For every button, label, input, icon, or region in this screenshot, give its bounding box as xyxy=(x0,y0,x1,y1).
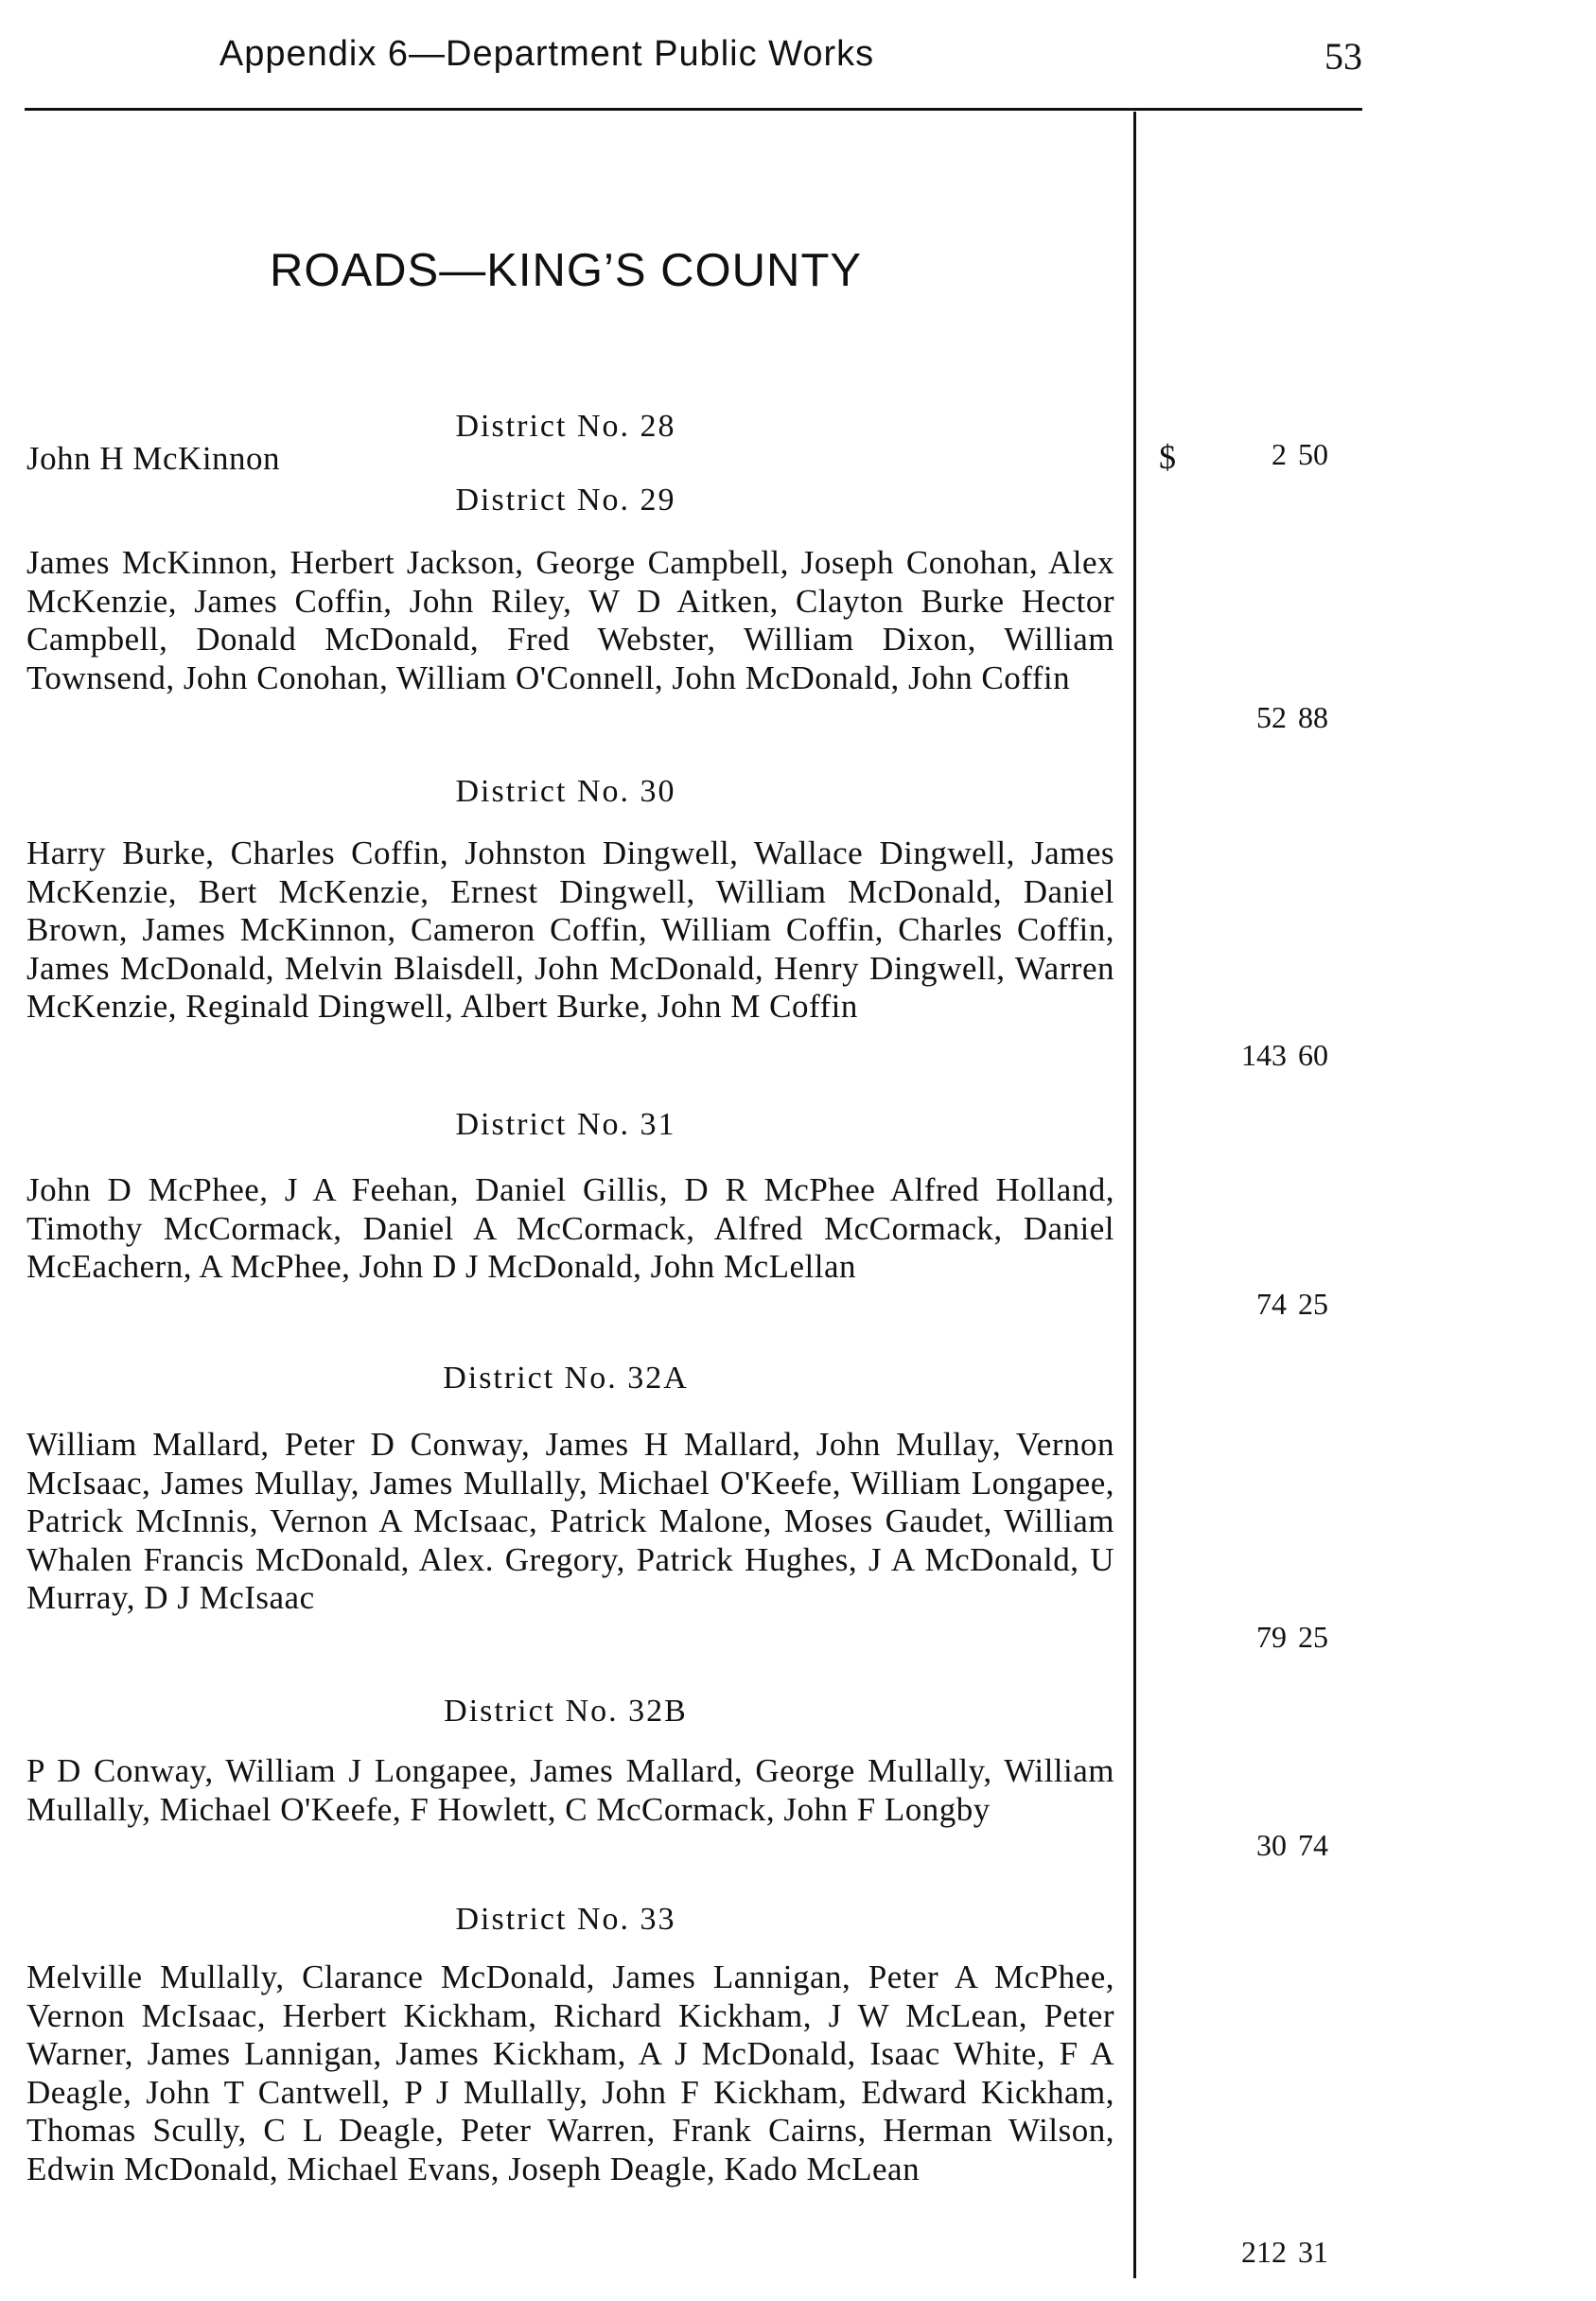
dollar-sign: $ xyxy=(1159,438,1176,476)
district-heading: District No. 33 xyxy=(455,1902,676,1937)
amount-dollars: 52 xyxy=(1256,700,1287,734)
amount-cents: 88 xyxy=(1298,700,1328,734)
district-amount xyxy=(1149,1620,1362,1658)
header-rule xyxy=(25,108,1362,111)
district-heading: District No. 32A xyxy=(443,1361,689,1396)
amount-dollars: 212 xyxy=(1241,2235,1287,2269)
district-amount xyxy=(1149,1828,1362,1866)
district-names: William Mallard, Peter D Conway, James H Mallard, John Mullay, Vernon McIsaac, James Mullay, James Mullally, Michael O'Keefe, William Longapee, Patrick McInnis, Vernon A McIsaac, Patrick Malone, Moses Gaudet, William Whalen Francis McDonald, Alex. Gregory, Patrick Hughes, J A McDonald, U Murray, D J McIsaac xyxy=(26,1426,1114,1616)
amount-column-rule xyxy=(1133,112,1136,2278)
running-header-title: Appendix 6—Department Public Works xyxy=(219,34,875,74)
amount-cents: 25 xyxy=(1298,1620,1328,1654)
running-header xyxy=(26,34,1362,91)
amount-cents: 60 xyxy=(1298,1038,1328,1072)
amount-dollars: 30 xyxy=(1256,1828,1287,1862)
district-heading: District No. 29 xyxy=(455,483,676,518)
amount-dollars: 143 xyxy=(1241,1038,1287,1072)
district-names: Melville Mullally, Clarance McDonald, James Lannigan, Peter A McPhee, Vernon McIsaac, Herbert Kickham, Richard Kickham, J W McLean, Peter Warner, James Lannigan, James Kickham, A J McDonald, Isaac White, F A Deagle, John T Cantwell, P J Mullally, John F Kickham, Edward Kickham, Thomas Scully, C L Deagle, Peter Warren, Frank Cairns, Herman Wilson, Edwin McDonald, Michael Evans, Joseph Deagle, Kado McLean xyxy=(26,1958,1114,2187)
section-title: ROADS—KING’S COUNTY xyxy=(269,245,863,296)
district-amount xyxy=(1149,700,1362,738)
district-amount xyxy=(1149,2235,1362,2273)
district-names: Harry Burke, Charles Coffin, Johnston Dingwell, Wallace Dingwell, James McKenzie, Bert McKenzie, Ernest Dingwell, William McDonald, Daniel Brown, James McKinnon, Cameron Coffin, William Coffin, Charles Coffin, James McDonald, Melvin Blaisdell, John McDonald, Henry Dingwell, Warren McKenzie, Reginald Dingwell, Albert Burke, John M Coffin xyxy=(26,834,1114,1025)
district-heading: District No. 32B xyxy=(444,1694,688,1729)
district-amount xyxy=(1149,1038,1362,1076)
amount-cents: 31 xyxy=(1298,2235,1328,2269)
district-amount xyxy=(1149,437,1362,475)
page-number: 53 xyxy=(1324,35,1362,78)
amount-cents: 25 xyxy=(1298,1287,1328,1321)
district-heading: District No. 28 xyxy=(455,409,676,444)
amount-dollars: 2 xyxy=(1272,437,1287,471)
district-names: John H McKinnon xyxy=(26,440,281,477)
amount-dollars: 74 xyxy=(1256,1287,1287,1321)
amount-cents: 50 xyxy=(1298,437,1328,471)
district-names: James McKinnon, Herbert Jackson, George Campbell, Joseph Conohan, Alex McKenzie, James Coffin, John Riley, W D Aitken, Clayton Burke Hector Campbell, Donald McDonald, Fred Webster, William Dixon, William Townsend, John Conohan, William O'Connell, John McDonald, John Coffin xyxy=(26,544,1114,696)
district-heading: District No. 31 xyxy=(455,1107,676,1142)
district-heading: District No. 30 xyxy=(455,774,676,809)
district-names: P D Conway, William J Longapee, James Mallard, George Mullally, William Mullally, Michael O'Keefe, F Howlett, C McCormack, John F Longby xyxy=(26,1752,1114,1828)
district-names: John D McPhee, J A Feehan, Daniel Gillis, D R McPhee Alfred Holland, Timothy McCormack, Daniel A McCormack, Alfred McCormack, Daniel McEachern, A McPhee, John D J McDonald, John McLellan xyxy=(26,1171,1114,1285)
amount-dollars: 79 xyxy=(1256,1620,1287,1654)
amount-cents: 74 xyxy=(1298,1828,1328,1862)
district-amount xyxy=(1149,1287,1362,1325)
